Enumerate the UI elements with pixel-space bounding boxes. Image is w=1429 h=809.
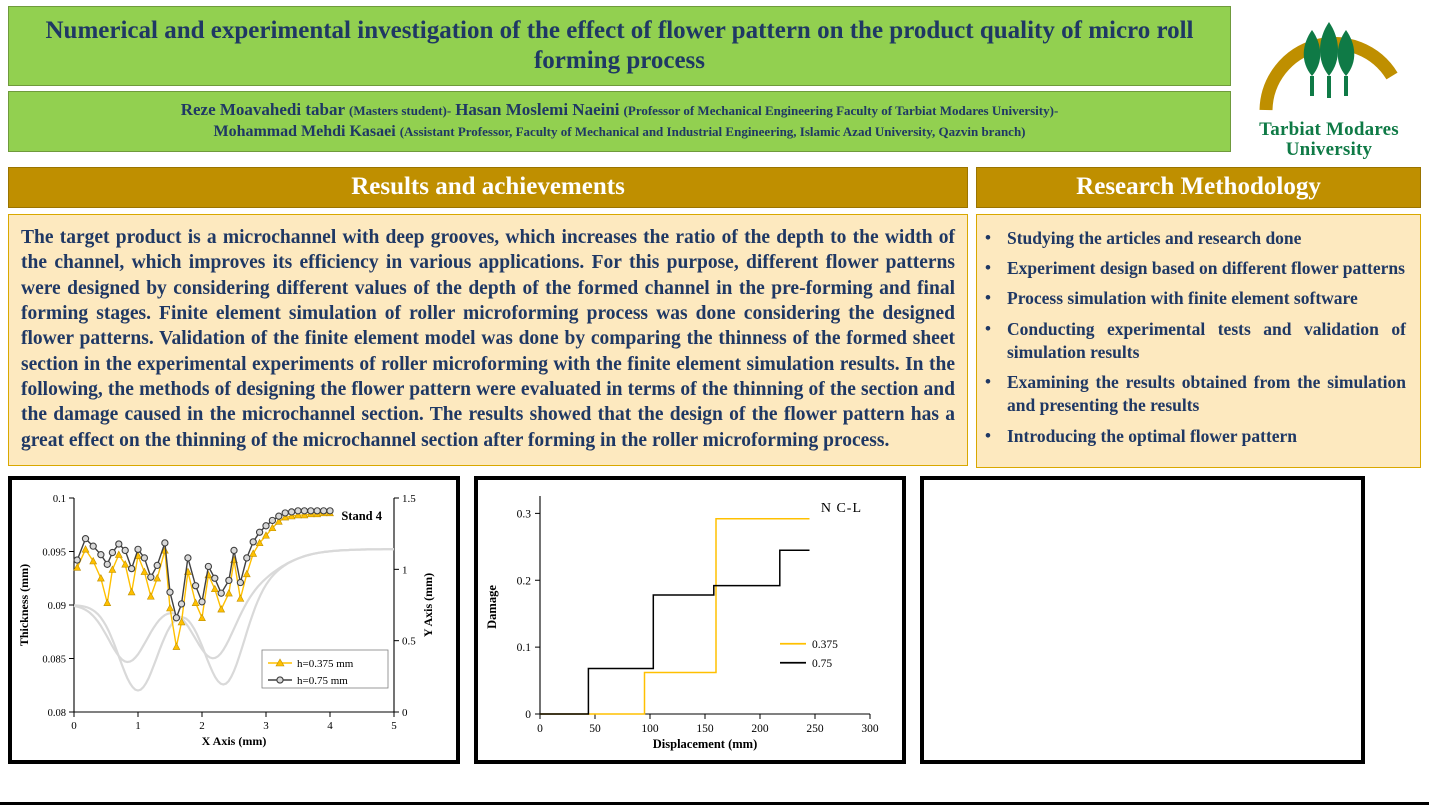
svg-text:Thickness (mm): Thickness (mm): [17, 563, 31, 647]
logo-text: [1259, 120, 1399, 160]
svg-text:3: 3: [263, 720, 269, 732]
list-item: [985, 227, 1406, 250]
svg-text:Damage: Damage: [485, 585, 499, 629]
list-item: [985, 425, 1406, 448]
author-list: [8, 91, 1231, 152]
svg-text:0.375: 0.375: [812, 638, 838, 651]
methodology-section-heading: Research Methodology: [976, 167, 1421, 208]
thickness-chart-figure: [8, 476, 460, 764]
bullet-glyph: •: [985, 288, 991, 308]
methodology-list: [977, 215, 1420, 467]
bullet-glyph: •: [985, 372, 991, 392]
roll-forming-setup-diagram: [924, 480, 1361, 760]
content-columns: [8, 167, 1421, 468]
author-role-2: (Professor of Mechanical Engineering Faculty of Tarbiat Modares University)-: [623, 103, 1059, 118]
svg-text:1: 1: [402, 564, 408, 577]
figures-row: [8, 476, 1421, 764]
bullet-glyph: •: [985, 227, 991, 247]
thickness-chart-svg: [12, 480, 456, 760]
svg-text:h=0.75 mm: h=0.75 mm: [297, 675, 348, 687]
methodology-panel: [976, 214, 1421, 468]
svg-text:h=0.375 mm: h=0.375 mm: [297, 658, 354, 670]
svg-text:N C-L: N C-L: [820, 501, 862, 516]
damage-chart-svg: [478, 480, 902, 760]
svg-text:0.09: 0.09: [47, 601, 66, 612]
svg-text:Displacement (mm): Displacement (mm): [652, 737, 758, 751]
university-logo: [1237, 6, 1421, 160]
author-role-1: (Masters student)-: [349, 103, 452, 118]
header-text-block: [8, 6, 1231, 160]
abstract-text: The target product is a microchannel with deep grooves, which increases the ratio of the depth to the width of the channel, which improves its efficiency in various applications. For this purpose, different flower patterns were designed by considering different values of the depth of the formed channel in the pre-forming and final forming stages. Finite element simulation of roller microforming process was done considering the designed flower patterns. Validation of the finite element model was done by comparing the thinness of the formed sheet section in the experimental experiments of roller microforming with the finite element simulation results. In the following, the methods of designing the flower pattern were evaluated in terms of the thinning of the section and the damage caused in the microchannel section. The results showed that the design of the flower pattern has a great effect on the thinning of the microchannel section after forming in the roller microforming process.: [21, 226, 955, 451]
svg-text:300: 300: [861, 723, 879, 735]
results-panel: [8, 214, 968, 466]
svg-text:150: 150: [696, 723, 714, 735]
svg-text:0.095: 0.095: [42, 547, 66, 559]
bottom-divider: [0, 802, 1429, 805]
svg-text:0.75: 0.75: [812, 657, 833, 670]
methodology-item-text: Process simulation with finite element software: [1007, 288, 1358, 309]
svg-text:200: 200: [751, 723, 769, 735]
svg-text:1: 1: [135, 720, 141, 732]
svg-text:0: 0: [402, 707, 408, 719]
svg-text:Stand 4: Stand 4: [341, 509, 382, 523]
author-role-3: (Assistant Professor, Faculty of Mechanical and Industrial Engineering, Islamic Azad University, Qazvin branch): [399, 123, 1026, 139]
methodology-item-text: Examining the results obtained from the simulation and presenting the results: [1007, 372, 1406, 416]
methodology-item-text: Experiment design based on different flower patterns: [1007, 258, 1405, 279]
svg-text:0: 0: [71, 720, 77, 732]
logo-line-1: Tarbiat Modares: [1259, 119, 1399, 140]
results-column: [8, 167, 968, 468]
svg-text:4: 4: [327, 720, 333, 732]
author-name-2: Hasan Moslemi Naeini: [455, 100, 620, 119]
page-title: Numerical and experimental investigation of the effect of flower pattern on the product quality of micro roll forming process: [8, 6, 1231, 86]
list-item: [985, 257, 1406, 280]
svg-text:0.085: 0.085: [42, 654, 66, 666]
svg-text:X Axis (mm): X Axis (mm): [201, 734, 267, 748]
results-section-heading: Results and achievements: [8, 167, 968, 208]
list-item: [985, 287, 1406, 310]
svg-text:0.08: 0.08: [47, 708, 66, 719]
bullet-glyph: •: [985, 425, 991, 445]
svg-text:0: 0: [525, 709, 531, 721]
author-name-1: Reze Moavahedi tabar: [180, 100, 346, 119]
bullet-glyph: •: [985, 258, 991, 278]
tarbiat-modares-logo-icon: [1254, 10, 1404, 120]
svg-text:1.5: 1.5: [402, 493, 416, 505]
svg-text:5: 5: [391, 720, 397, 732]
svg-text:0.5: 0.5: [402, 635, 416, 648]
methodology-item-text: Conducting experimental tests and validation of simulation results: [1007, 318, 1406, 362]
svg-text:2: 2: [199, 720, 205, 732]
methodology-column: [976, 167, 1421, 468]
logo-line-2: University: [1285, 138, 1373, 160]
methodology-item-text: Studying the articles and research done: [1007, 227, 1302, 248]
list-item: [985, 371, 1406, 418]
svg-text:0.1: 0.1: [52, 494, 66, 505]
svg-text:50: 50: [589, 723, 601, 735]
methodology-item-text: Introducing the optimal flower pattern: [1007, 425, 1298, 446]
svg-text:100: 100: [641, 723, 659, 735]
setup-diagram-figure: [920, 476, 1365, 764]
damage-chart-figure: [474, 476, 906, 764]
svg-text:0.3: 0.3: [516, 508, 531, 521]
svg-text:0: 0: [537, 723, 543, 735]
svg-text:Y Axis (mm): Y Axis (mm): [421, 572, 435, 638]
svg-text:0.2: 0.2: [516, 575, 531, 588]
list-item: [985, 318, 1406, 365]
svg-text:0.1: 0.1: [516, 642, 531, 655]
author-name-3: Mohammad Mehdi Kasaei: [213, 122, 396, 140]
bullet-glyph: •: [985, 318, 991, 338]
svg-text:250: 250: [806, 723, 824, 735]
poster-header: [8, 6, 1421, 160]
